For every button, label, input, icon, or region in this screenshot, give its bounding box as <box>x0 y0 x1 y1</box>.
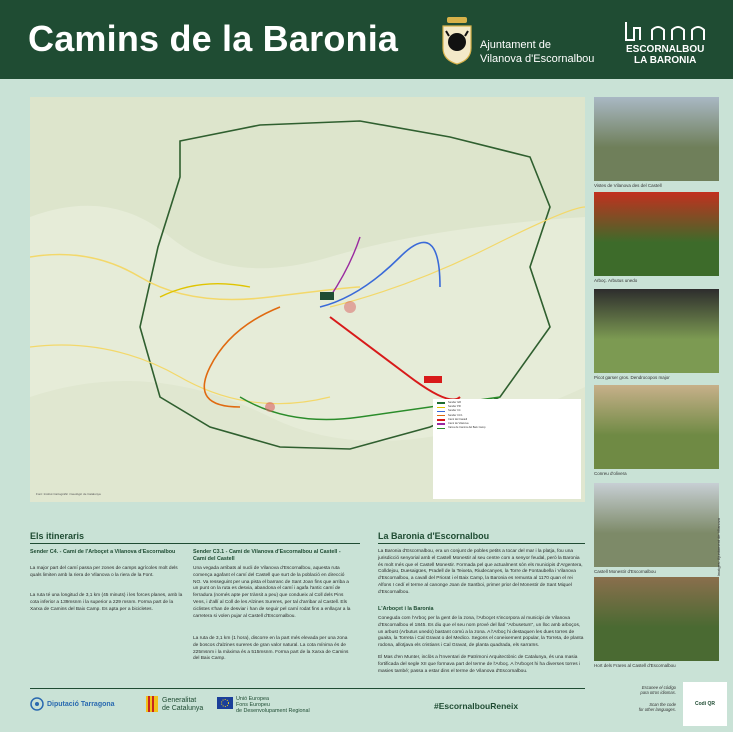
itineraris-heading: Els itineraris <box>30 531 85 541</box>
ajuntament-line-1: Ajuntament de <box>480 39 551 51</box>
photo-3 <box>594 289 719 373</box>
legend-swatch <box>437 402 445 404</box>
generalitat-logo-icon <box>146 696 158 712</box>
location-marker <box>320 292 334 300</box>
legend-swatch <box>437 415 445 417</box>
photo-caption: Picot garser gros. Dendrocopos major <box>594 375 670 380</box>
divider <box>378 543 585 544</box>
photo-caption: Castell Monestir d'Escornalbou <box>594 569 656 574</box>
legend-row <box>437 426 577 430</box>
hashtag: #EscornalbouReneix <box>434 701 519 711</box>
photo-caption: Hort dels Frares al Castell d'Escornalbou <box>594 663 676 668</box>
ajuntament-line-2: Vilanova d'Escornalbou <box>480 53 595 65</box>
legend-swatch <box>437 411 445 413</box>
divider <box>30 543 360 544</box>
ue-line-2: Fons Europeu <box>236 702 270 708</box>
page-title: Camins de la Baronia <box>28 18 399 59</box>
baronia-heading: La Baronia d'Escornalbou <box>378 531 490 541</box>
baronia-paragraph-1: La Baronia d'Escornalbou, era un conjunt de pobles petits a tocar del mar i la platja, fou una jurisdicció senyorial amb el Castell Monestir al seu centre com a senyor feudal, però la Baronia és molt més que el Castell Monestir. Formada pel que actualment són els municipis d'Argentera, Colldejou, Duesaigües, Pradell de la Teixeta, Riudecanyes, la Torre de Fontaubella i Vilanova d'Escornalbou, a cavall del Priorat i el Baix Camp, la Baronia es remunta al 1170 quan el rei Alfons I cedí el terme al canonge Joan de Santboi, primer prior del Monestir de Sant Miquel d'Escornalbou. <box>378 549 583 595</box>
ajuntament-name <box>480 38 594 66</box>
escornalbou-line-2: LA BARONIA <box>633 55 697 66</box>
castle-marker <box>424 376 442 383</box>
map-credit: Font: Institut Cartogràfic i Geològic de Catalunya <box>36 492 101 496</box>
escornalbou-line-1: ESCORNALBOU <box>626 44 705 55</box>
ue-line-3: de Desenvolupament Regional <box>236 708 310 714</box>
photo-caption: Conreu d'olivera <box>594 471 627 476</box>
scan-text-en <box>606 702 676 713</box>
photo-5 <box>594 483 719 567</box>
c31-paragraph-1: Una vegada arribats al nucli de Vilanova d'Escornalbou, aquesta ruta comença agafant el camí del Castell que surt de la població en direcció NO. Va resseguint per una pista el barranc de Sant Joan fins que arriba a un punt on la ruta es desvia, abandona el camí i agafa l'antic camí de ferradura (només apte per trànsit a peu) que condueix al Coll dels Pins Vens, i d'allí al Coll de les Alzines Sureres, per tal d'arribar al Castell. Els ciclistes s'han de desviar i han de seguir pel camí rodat fins a enllaçar a la carretera si volen pujar al Castell d'Escornalbou. <box>193 566 351 619</box>
arbocet-heading: L'Arboçet i la Baronia <box>378 606 434 612</box>
c31-title: Sender C3.1 - Camí de Vilanova d'Escornalbou al Castell - Camí del Castell <box>193 549 341 562</box>
eu-flag-icon <box>217 697 233 709</box>
legend-label: Camí del Castell <box>448 417 468 421</box>
baronia-paragraph-3: El Mas d'en Munter, inclòs a l'Inventari de Patrimoni Arquitectònic de Catalunya, és una masia fortificada del segle XII que formava part del terme de l'Arboç. A l'Arboçet hi ha diverses torres i masies també; passa a estar dins el terme de Vilanova d'Escornalbou. <box>378 655 581 674</box>
generalitat-line-2: de Catalunya <box>162 705 204 712</box>
photo-4 <box>594 385 719 469</box>
header-banner <box>0 0 733 79</box>
legend-swatch <box>437 428 445 430</box>
diputacio-logo-icon <box>30 697 44 711</box>
scan-en-line-2: for other languages. <box>638 707 676 713</box>
trail-map <box>30 97 585 502</box>
photo-2 <box>594 192 719 276</box>
legend-swatch <box>437 407 445 409</box>
legend-label: Sender PR <box>448 405 461 409</box>
qr-code[interactable]: Codi QR <box>683 682 727 726</box>
legend-label: Sender C4 <box>448 409 461 413</box>
legend-swatch <box>437 423 445 425</box>
legend-label: Xarxa de Camins del Baix Camp <box>448 426 486 430</box>
ue-line-1: Unió Europea <box>236 696 269 702</box>
c4-paragraph-1: La major part del camí passa per zones de camps agrícoles molt dels quals limiten amb la riera de Vilanova o la riera de la Font. <box>30 566 178 578</box>
photo-caption: Vistes de Vilanova des del Castell <box>594 183 662 188</box>
c4-title: Sender C4. - Camí de l'Arboçet a Vilanova d'Escornalbou <box>30 549 176 555</box>
escornalbou-logo-text <box>626 44 704 66</box>
diputacio-logo-text: Diputació Tarragona <box>47 701 115 708</box>
scan-es-line-1: Escanee el código <box>641 685 676 690</box>
legend-label: Sender GR <box>448 401 461 404</box>
photo-6 <box>594 577 719 661</box>
scan-en-line-1: Scan the code <box>649 702 676 707</box>
footer-divider <box>30 688 585 689</box>
map-legend <box>433 399 581 499</box>
scan-es-line-2: para otros idiomas. <box>640 690 676 696</box>
photo-1 <box>594 97 719 181</box>
castle-silhouette-icon <box>622 20 714 42</box>
eu-logo-text <box>236 696 310 714</box>
c4-paragraph-2: La ruta té una longitud de 3,1 km (45 minuts) i les forces planes, amb la cota inferior a 139msnm i la superior a 229 msnm. Forma part de la Xarxa de Camins del Baix Camp. Es apta per a bicicletes. <box>30 593 183 612</box>
generalitat-logo-text <box>162 697 203 713</box>
photo-caption: Arboç. Arbutus unedo <box>594 278 638 283</box>
c31-paragraph-2: La ruta de 3,1 km (1 hora), discorre en la part més elevada per una zona de boscos d'alzines sureres de gran valor natural. La cota mínima és de 225msnm i la màxima és a 515msnm. Forma part de la Xarxa de Camins del Baix Camp. <box>193 636 349 662</box>
legend-label: Camí de Vilanova <box>448 422 469 426</box>
legend-label: Sender C3.1 <box>448 413 463 417</box>
legend-swatch <box>437 419 445 421</box>
scan-text-es <box>606 685 676 696</box>
generalitat-line-1: Generalitat <box>162 697 197 704</box>
baronia-paragraph-2: Coneguda com l'Arboç per la gent de la zona, l'Arboçet s'incorpora al municipi de Vilanova d'Escornalbou el 1845. Es diu que el seu nom prové del llatí "Arbusetum", un lloc amb arboços, un arbust (Arbutus unedo) bastant comú a la zona. A l'Arboç hi destaquen les dues torres de guaita, la Torreta i Cal Gravat o del Medico. Segons el coneixement popular, la Torreta, de planta rodona, allotjava els cristians i Cal Gravat, de planta quadrada, els sarraïns. <box>378 616 584 649</box>
photo-credit: Imatges: Ajuntament de Vilanova <box>716 518 721 577</box>
coat-of-arms-icon <box>440 14 474 66</box>
